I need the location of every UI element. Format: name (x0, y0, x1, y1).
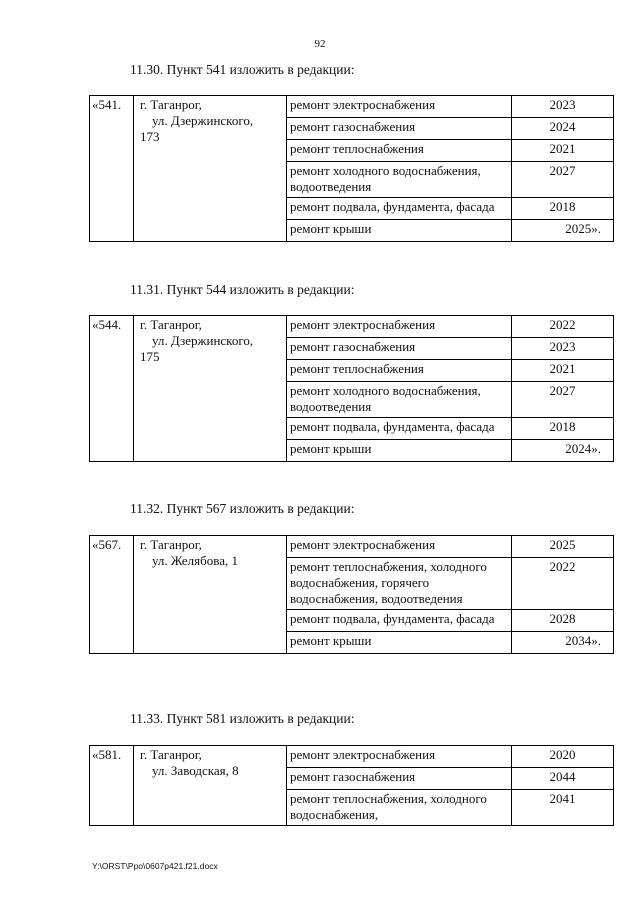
address-line: г. Таганрог, (140, 747, 202, 762)
address-cell (134, 96, 287, 242)
address-line: 173 (140, 129, 160, 144)
year-cell: 2023 (512, 96, 614, 118)
table-row (90, 536, 614, 558)
table-row (90, 96, 614, 118)
item-number: «581. (90, 746, 134, 826)
work-cell: ремонт электроснабжения (287, 536, 512, 558)
year-cell: 2034». (512, 632, 614, 654)
work-cell: ремонт газоснабжения (287, 768, 512, 790)
work-cell: ремонт подвала, фундамента, фасада (287, 418, 512, 440)
year-cell: 2021 (512, 360, 614, 382)
works-table (89, 535, 614, 654)
work-cell: ремонт подвала, фундамента, фасада (287, 610, 512, 632)
work-cell: ремонт крыши (287, 220, 512, 242)
footer-file-path: Y:\ORST\Ppo\0607p421.f21.docx (92, 861, 218, 871)
year-cell: 2024». (512, 440, 614, 462)
year-cell: 2028 (512, 610, 614, 632)
item-number: «567. (90, 536, 134, 654)
address-cell (134, 536, 287, 654)
works-table (89, 315, 614, 462)
work-cell: ремонт теплоснабжения (287, 140, 512, 162)
year-cell: 2022 (512, 558, 614, 610)
year-cell: 2018 (512, 198, 614, 220)
work-cell: ремонт электроснабжения (287, 316, 512, 338)
page-number: 92 (314, 38, 326, 50)
work-cell: ремонт подвала, фундамента, фасада (287, 198, 512, 220)
year-cell: 2023 (512, 338, 614, 360)
section-heading: 11.33. Пункт 581 изложить в редакции: (130, 711, 355, 726)
address-line: ул. Дзержинского, (152, 113, 254, 128)
address-line: г. Таганрог, (140, 97, 202, 112)
year-cell: 2021 (512, 140, 614, 162)
address-line: ул. Дзержинского, (152, 333, 254, 348)
address-cell (134, 746, 287, 826)
address-line: г. Таганрог, (140, 317, 202, 332)
year-cell: 2018 (512, 418, 614, 440)
year-cell: 2041 (512, 790, 614, 826)
work-cell: ремонт электроснабжения (287, 746, 512, 768)
year-cell: 2024 (512, 118, 614, 140)
work-cell: ремонт теплоснабжения, холодного водоснабжения, горячего водоснабжения, водоотведения (287, 558, 512, 610)
year-cell: 2027 (512, 382, 614, 418)
table-row (90, 316, 614, 338)
work-cell: ремонт газоснабжения (287, 338, 512, 360)
address-cell (134, 316, 287, 462)
work-cell: ремонт теплоснабжения, холодного водоснабжения, (287, 790, 512, 826)
work-cell: ремонт электроснабжения (287, 96, 512, 118)
address-line: г. Таганрог, (140, 537, 202, 552)
section-heading: 11.31. Пункт 544 изложить в редакции: (130, 282, 355, 297)
section-heading: 11.32. Пункт 567 изложить в редакции: (130, 501, 355, 516)
table-row (90, 746, 614, 768)
address-line: 175 (140, 349, 160, 364)
work-cell: ремонт газоснабжения (287, 118, 512, 140)
work-cell: ремонт теплоснабжения (287, 360, 512, 382)
year-cell: 2022 (512, 316, 614, 338)
address-line: ул. Желябова, 1 (152, 553, 238, 568)
year-cell: 2025». (512, 220, 614, 242)
works-table (89, 745, 614, 826)
work-cell: ремонт холодного водоснабжения, водоотведения (287, 162, 512, 198)
year-cell: 2044 (512, 768, 614, 790)
work-cell: ремонт крыши (287, 440, 512, 462)
item-number: «544. (90, 316, 134, 462)
work-cell: ремонт крыши (287, 632, 512, 654)
work-cell: ремонт холодного водоснабжения, водоотведения (287, 382, 512, 418)
address-line: ул. Заводская, 8 (152, 763, 239, 778)
year-cell: 2027 (512, 162, 614, 198)
year-cell: 2020 (512, 746, 614, 768)
section-heading: 11.30. Пункт 541 изложить в редакции: (130, 62, 355, 77)
item-number: «541. (90, 96, 134, 242)
year-cell: 2025 (512, 536, 614, 558)
works-table (89, 95, 614, 242)
